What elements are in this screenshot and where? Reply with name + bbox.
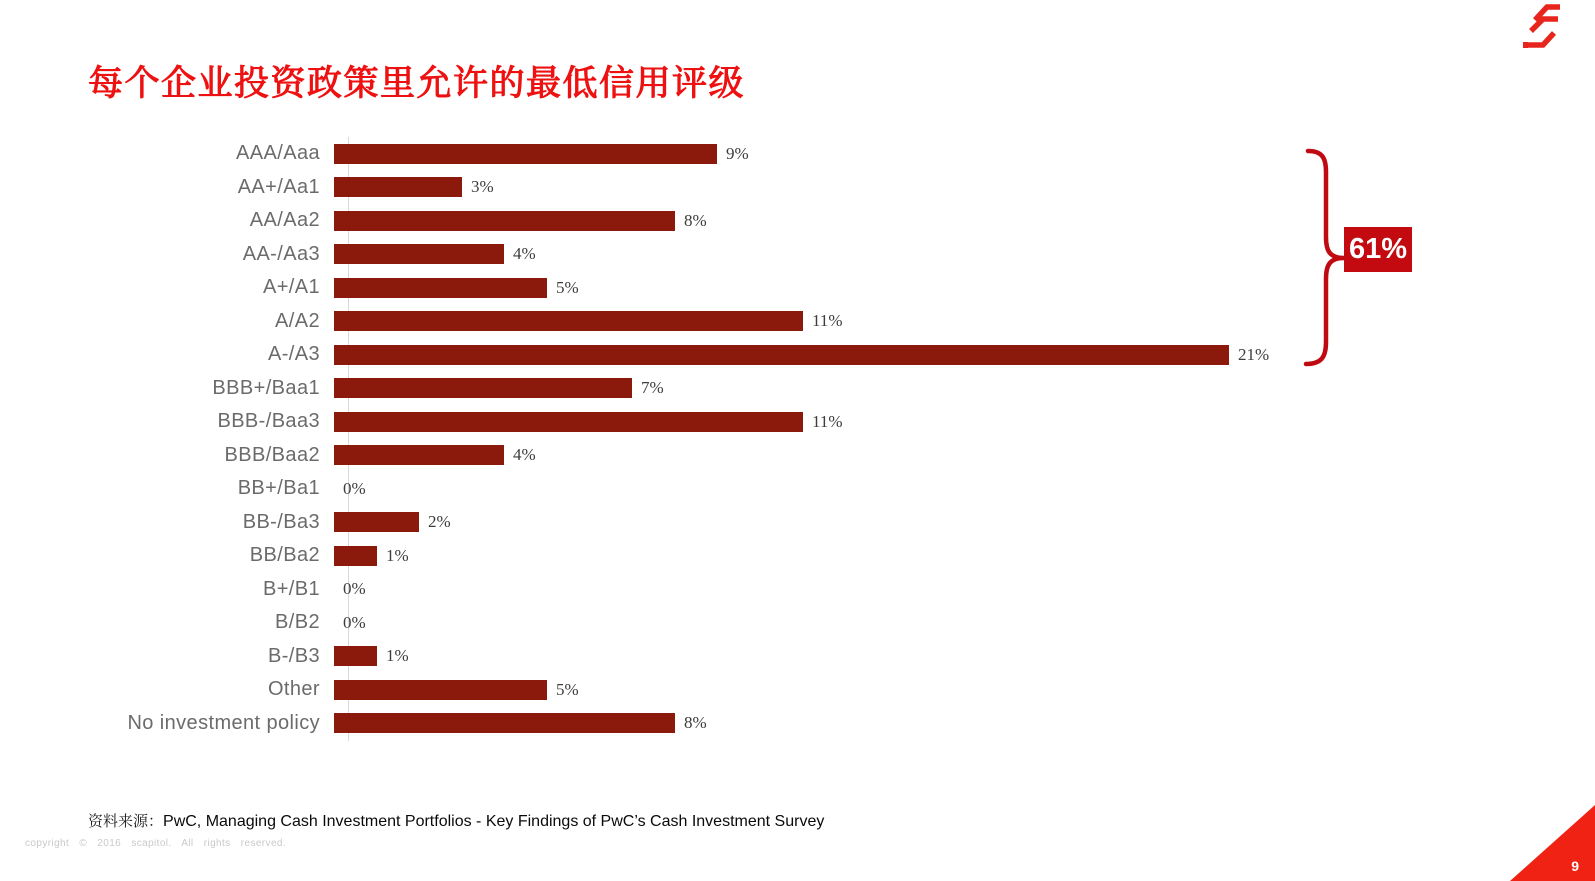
value-label: 8% bbox=[684, 210, 707, 230]
value-label: 2% bbox=[428, 512, 451, 532]
category-label: BBB/Baa2 bbox=[224, 443, 320, 466]
category-label: B-/B3 bbox=[267, 644, 320, 667]
chart-row bbox=[90, 171, 1390, 205]
category-label: A/A2 bbox=[275, 309, 320, 332]
value-label: 4% bbox=[513, 445, 536, 465]
value-label: 7% bbox=[641, 378, 664, 398]
bar bbox=[334, 646, 377, 666]
chart-row bbox=[90, 405, 1390, 439]
bar bbox=[334, 378, 632, 398]
bar bbox=[334, 713, 675, 733]
chart-row bbox=[90, 439, 1390, 473]
value-label: 0% bbox=[343, 478, 366, 498]
category-label: B+/B1 bbox=[262, 577, 320, 600]
corner-triangle bbox=[1510, 805, 1595, 881]
source-label: 资料来源： bbox=[88, 813, 164, 830]
callout-61-percent: 61% bbox=[1344, 227, 1412, 272]
chart-row bbox=[90, 673, 1390, 707]
category-label: AAA/Aaa bbox=[236, 142, 320, 165]
chart-row bbox=[90, 506, 1390, 540]
category-label: A-/A3 bbox=[267, 343, 320, 366]
chart-row bbox=[90, 137, 1390, 171]
bar bbox=[334, 445, 504, 465]
category-label: No investment policy bbox=[127, 711, 320, 734]
source-line bbox=[88, 810, 824, 831]
category-label: A+/A1 bbox=[262, 276, 320, 299]
scapitol-logo-icon bbox=[1520, 3, 1564, 51]
bar bbox=[334, 177, 462, 197]
value-label: 9% bbox=[726, 143, 749, 163]
category-label: AA/Aa2 bbox=[249, 209, 320, 232]
value-label: 11% bbox=[812, 311, 843, 331]
value-label: 21% bbox=[1238, 344, 1270, 364]
value-label: 0% bbox=[343, 579, 366, 599]
category-label: AA-/Aa3 bbox=[242, 242, 320, 265]
value-label: 5% bbox=[556, 679, 579, 699]
value-label: 5% bbox=[556, 277, 579, 297]
value-label: 0% bbox=[343, 612, 366, 632]
value-label: 1% bbox=[386, 646, 409, 666]
page-title: 每个企业投资政策里允许的最低信用评级 bbox=[88, 64, 746, 103]
chart-row bbox=[90, 204, 1390, 238]
bar bbox=[334, 211, 675, 231]
chart-row bbox=[90, 707, 1390, 741]
bar bbox=[334, 311, 803, 331]
value-label: 11% bbox=[812, 411, 843, 431]
category-label: BBB+/Baa1 bbox=[212, 376, 320, 399]
chart-row bbox=[90, 271, 1390, 305]
category-label: BB+/Ba1 bbox=[237, 477, 320, 500]
page-number: 9 bbox=[1571, 858, 1579, 874]
category-label: BB-/Ba3 bbox=[242, 510, 320, 533]
bar bbox=[334, 680, 547, 700]
chart-row bbox=[90, 305, 1390, 339]
chart-row bbox=[90, 606, 1390, 640]
bar bbox=[334, 512, 419, 532]
chart-row bbox=[90, 539, 1390, 573]
chart-row bbox=[90, 238, 1390, 272]
bar bbox=[334, 546, 377, 566]
bar bbox=[334, 278, 547, 298]
value-label: 3% bbox=[471, 177, 494, 197]
chart-row bbox=[90, 640, 1390, 674]
bar-chart bbox=[90, 137, 1390, 741]
category-label: BB/Ba2 bbox=[249, 544, 320, 567]
chart-row bbox=[90, 472, 1390, 506]
bar bbox=[334, 412, 803, 432]
category-label: AA+/Aa1 bbox=[237, 175, 320, 198]
chart-row bbox=[90, 372, 1390, 406]
bar bbox=[334, 345, 1229, 365]
copyright-text: copyright © 2016 scapitol. All rights reserved. bbox=[25, 838, 287, 849]
bar bbox=[334, 144, 717, 164]
source-text: PwC, Managing Cash Investment Portfolios - Key Findings of PwC’s Cash Investment Survey bbox=[163, 813, 825, 830]
category-label: Other bbox=[267, 678, 320, 701]
chart-row bbox=[90, 573, 1390, 607]
value-label: 4% bbox=[513, 244, 536, 264]
category-label: B/B2 bbox=[275, 611, 320, 634]
category-label: BBB-/Baa3 bbox=[217, 410, 320, 433]
chart-row bbox=[90, 338, 1390, 372]
bar bbox=[334, 244, 504, 264]
value-label: 1% bbox=[386, 545, 409, 565]
value-label: 8% bbox=[684, 713, 707, 733]
